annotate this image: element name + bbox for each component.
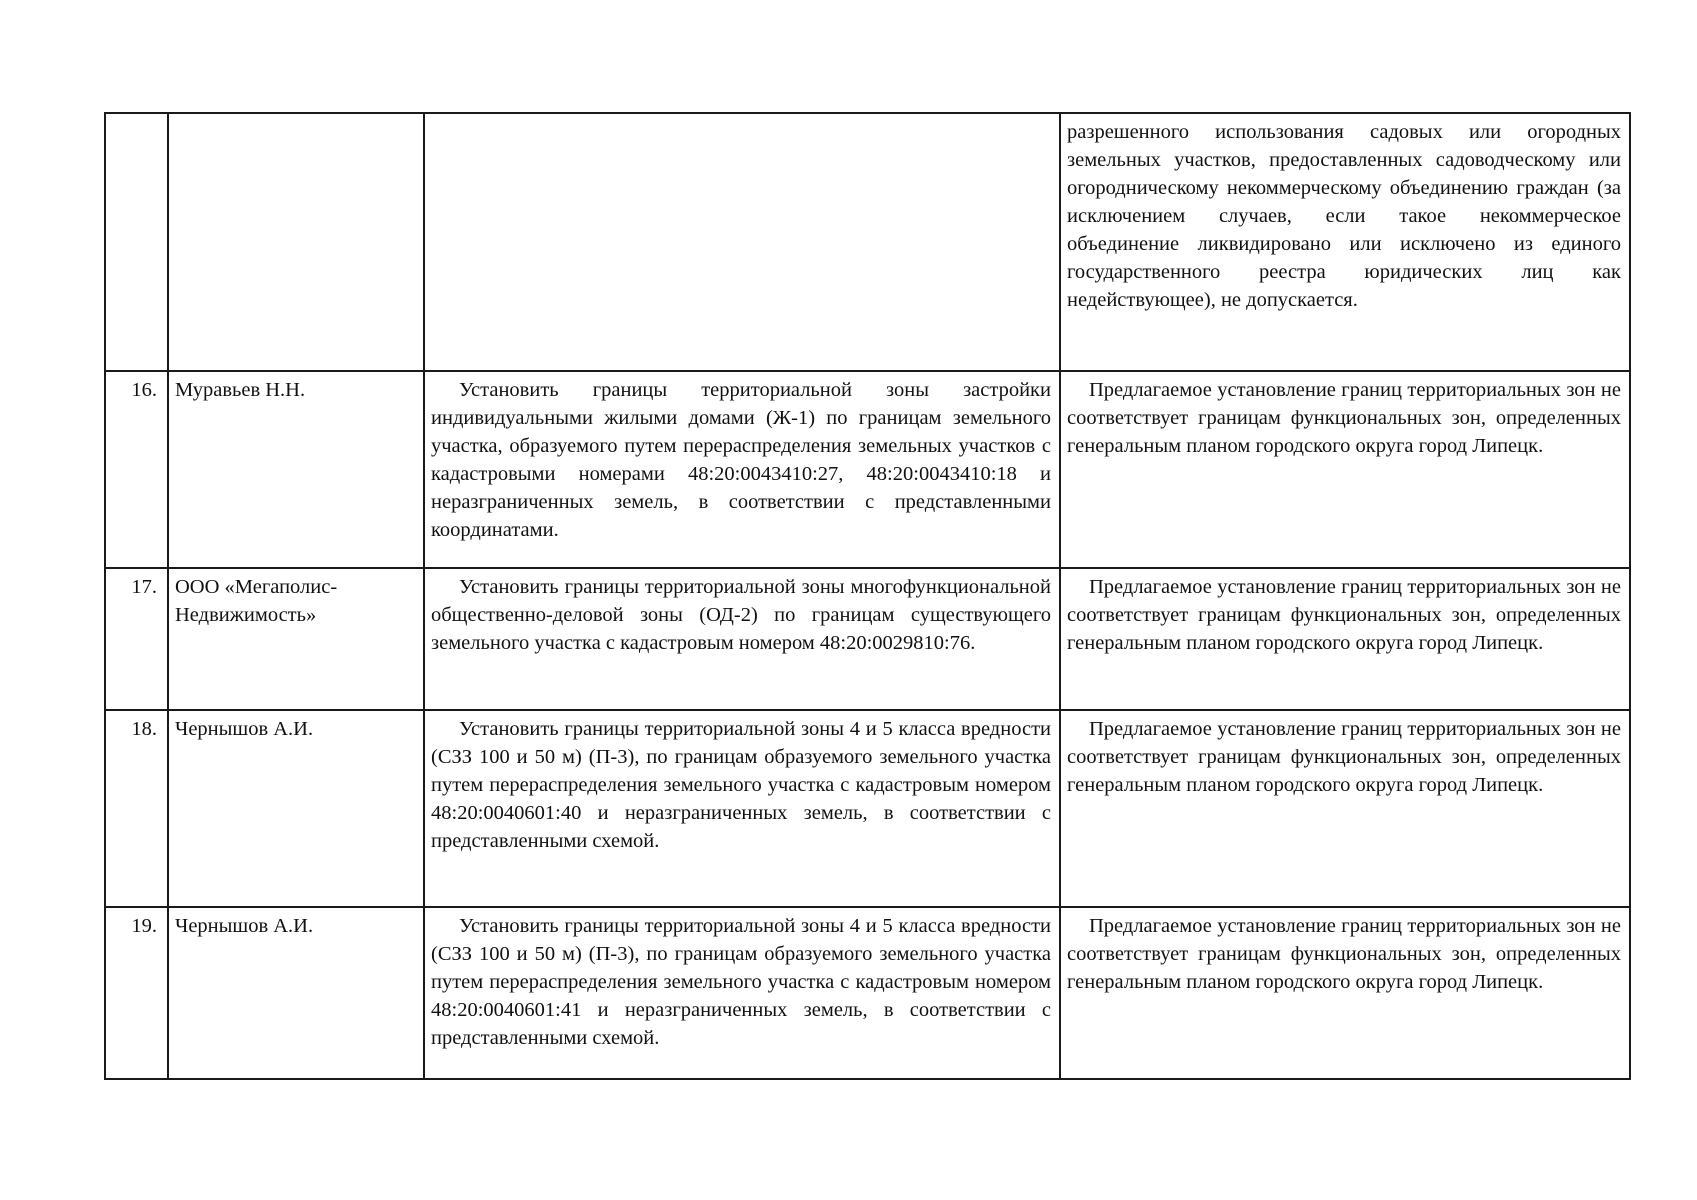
applicant-cell: Чернышов А.И. [168,907,424,1079]
table-row [105,371,1630,568]
proposal-cell: Установить границы территориальной зоны 4 и 5 класса вредности (СЗЗ 100 и 50 м) (П-3), по границам образуемого земельного участка путем перераспределения земельного участка с кадастровым номером 48:20:0040601:40 и неразграниченных земель, в соответствии с представленными схемой. [424,710,1060,907]
proposal-cell [424,113,1060,371]
result-cell: Предлагаемое установление границ территориальных зон не соответствует границам функциональных зон, определенных генеральным планом городского округа город Липецк. [1060,907,1630,1079]
table-row [105,113,1630,371]
row-number-cell [105,113,168,371]
table-row [105,568,1630,710]
proposals-table [104,112,1631,1080]
applicant-cell: ООО «Мегаполис-Недвижимость» [168,568,424,710]
proposal-cell: Установить границы территориальной зоны 4 и 5 класса вредности (СЗЗ 100 и 50 м) (П-3), по границам образуемого земельного участка путем перераспределения земельного участка с кадастровым номером 48:20:0040601:41 и неразграниченных земель, в соответствии с представленными схемой. [424,907,1060,1079]
row-number-cell: 19. [105,907,168,1079]
result-cell: Предлагаемое установление границ территориальных зон не соответствует границам функциональных зон, определенных генеральным планом городского округа город Липецк. [1060,710,1630,907]
table-row [105,710,1630,907]
table-row [105,907,1630,1079]
proposal-cell: Установить границы территориальной зоны многофункциональной общественно-деловой зоны (ОД-2) по границам существующего земельного участка с кадастровым номером 48:20:0029810:76. [424,568,1060,710]
applicant-cell [168,113,424,371]
proposal-cell: Установить границы территориальной зоны застройки индивидуальными жилыми домами (Ж-1) по границам земельного участка, образуемого путем перераспределения земельных участков с кадастровыми номерами 48:20:0043410:27, 48:20:0043410:18 и неразграниченных земель, в соответствии с представленными координатами. [424,371,1060,568]
row-number-cell: 16. [105,371,168,568]
row-number-cell: 18. [105,710,168,907]
applicant-cell: Чернышов А.И. [168,710,424,907]
result-cell: Предлагаемое установление границ территориальных зон не соответствует границам функциональных зон, определенных генеральным планом городского округа город Липецк. [1060,371,1630,568]
row-number-cell: 17. [105,568,168,710]
result-cell: Предлагаемое установление границ территориальных зон не соответствует границам функциональных зон, определенных генеральным планом городского округа город Липецк. [1060,568,1630,710]
result-cell: разрешенного использования садовых или огородных земельных участков, предоставленных садоводческому или огородническому некоммерческому объединению граждан (за исключением случаев, если такое некоммерческое объединение ликвидировано или исключено из единого государственного реестра юридических лиц как недействующее), не допускается. [1060,113,1630,371]
applicant-cell: Муравьев Н.Н. [168,371,424,568]
